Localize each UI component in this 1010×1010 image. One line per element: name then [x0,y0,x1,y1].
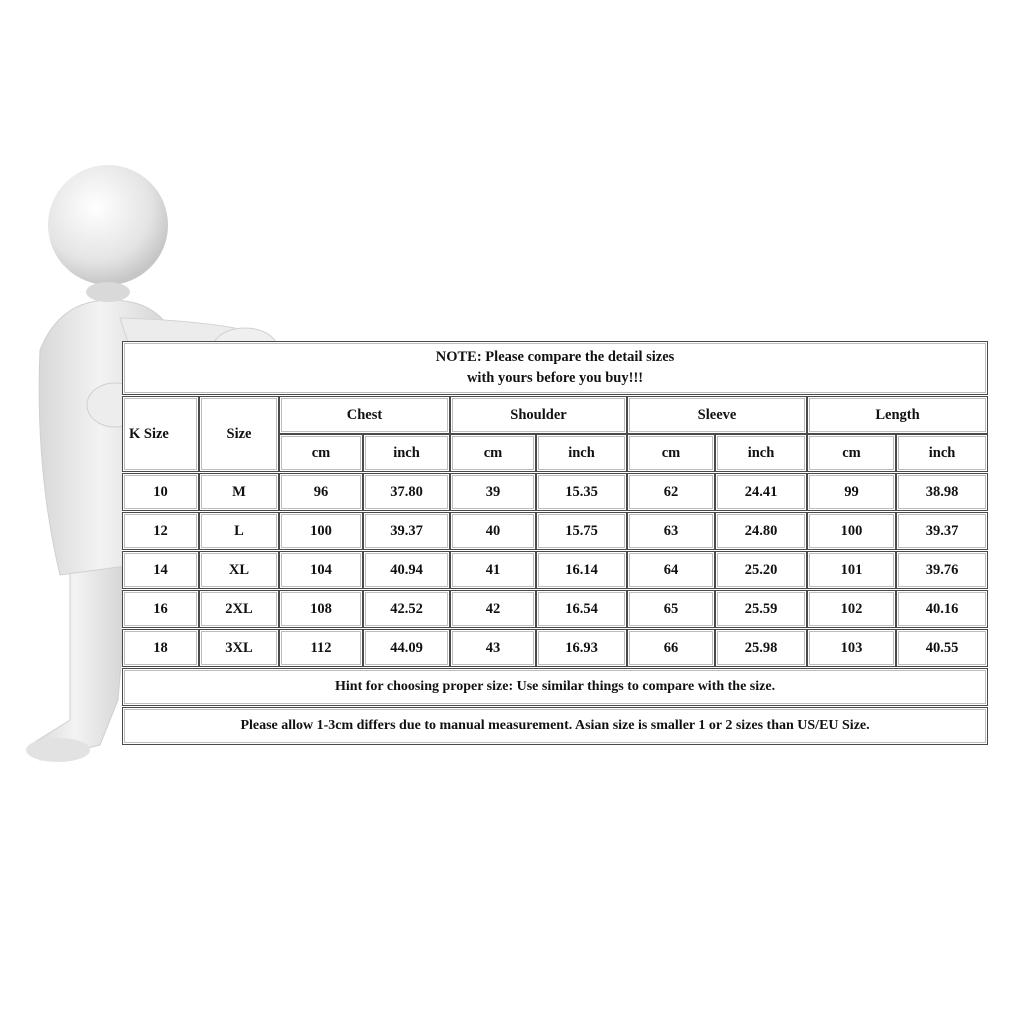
table-cell: 99 [807,473,896,511]
unit-header: cm [807,434,896,472]
figure-foot [26,738,90,762]
table-cell: 43 [450,629,536,667]
table-cell: 101 [807,551,896,589]
table-cell: 41 [450,551,536,589]
note-line-2: with yours before you buy!!! [466,370,644,386]
table-cell: 16.93 [536,629,627,667]
table-cell: 39.37 [896,512,988,550]
table-row [122,629,988,667]
table-cell: 65 [627,590,715,628]
table-cell: 16.54 [536,590,627,628]
table-cell: M [199,473,279,511]
table-cell: 38.98 [896,473,988,511]
unit-header: inch [536,434,627,472]
header-chest: Chest [279,396,450,434]
unit-header: inch [896,434,988,472]
table-cell: 24.41 [715,473,807,511]
header-size: Size [199,396,279,472]
note-cell [122,341,988,395]
table-cell: 40 [450,512,536,550]
table-cell: 64 [627,551,715,589]
table-cell: 102 [807,590,896,628]
table-cell: 10 [122,473,199,511]
table-cell: 14 [122,551,199,589]
table-cell: 42.52 [363,590,450,628]
header-uk-size: K Size [122,396,199,472]
table-cell: 40.55 [896,629,988,667]
table-cell: L [199,512,279,550]
table-cell: 112 [279,629,363,667]
table-cell: 18 [122,629,199,667]
table-cell: 39.37 [363,512,450,550]
table-cell: 39 [450,473,536,511]
table-row [122,590,988,628]
table-cell: 25.20 [715,551,807,589]
table-cell: 96 [279,473,363,511]
footer-note: Please allow 1-3cm differs due to manual measurement. Asian size is smaller 1 or 2 sizes than US/EU Size. [122,707,988,745]
unit-header: cm [450,434,536,472]
table-cell: 16 [122,590,199,628]
table-cell: 25.98 [715,629,807,667]
unit-header: inch [715,434,807,472]
table-cell: 15.75 [536,512,627,550]
table-cell: 44.09 [363,629,450,667]
header-sleeve: Sleeve [627,396,807,434]
table-cell: 104 [279,551,363,589]
table-cell: 2XL [199,590,279,628]
table-cell: 39.76 [896,551,988,589]
figure-head [48,165,168,285]
table-cell: 24.80 [715,512,807,550]
table-cell: 25.59 [715,590,807,628]
table-cell: 40.94 [363,551,450,589]
table-cell: 66 [627,629,715,667]
table-row [122,473,988,511]
table-cell: 108 [279,590,363,628]
table-cell: XL [199,551,279,589]
table-cell: 40.16 [896,590,988,628]
size-chart [122,341,988,745]
hint-text: Hint for choosing proper size: Use similar things to compare with the size. [122,668,988,706]
table-cell: 16.14 [536,551,627,589]
figure-leg [30,560,130,760]
unit-header: cm [279,434,363,472]
table-cell: 37.80 [363,473,450,511]
table-cell: 100 [279,512,363,550]
table-cell: 103 [807,629,896,667]
note-line-1: NOTE: Please compare the detail sizes [435,349,675,365]
size-table [122,341,988,745]
table-cell: 3XL [199,629,279,667]
table-cell: 12 [122,512,199,550]
unit-header: cm [627,434,715,472]
table-cell: 15.35 [536,473,627,511]
table-row [122,512,988,550]
unit-header: inch [363,434,450,472]
table-cell: 100 [807,512,896,550]
header-shoulder: Shoulder [450,396,627,434]
table-row [122,551,988,589]
header-length: Length [807,396,988,434]
table-cell: 62 [627,473,715,511]
table-cell: 42 [450,590,536,628]
table-cell: 63 [627,512,715,550]
